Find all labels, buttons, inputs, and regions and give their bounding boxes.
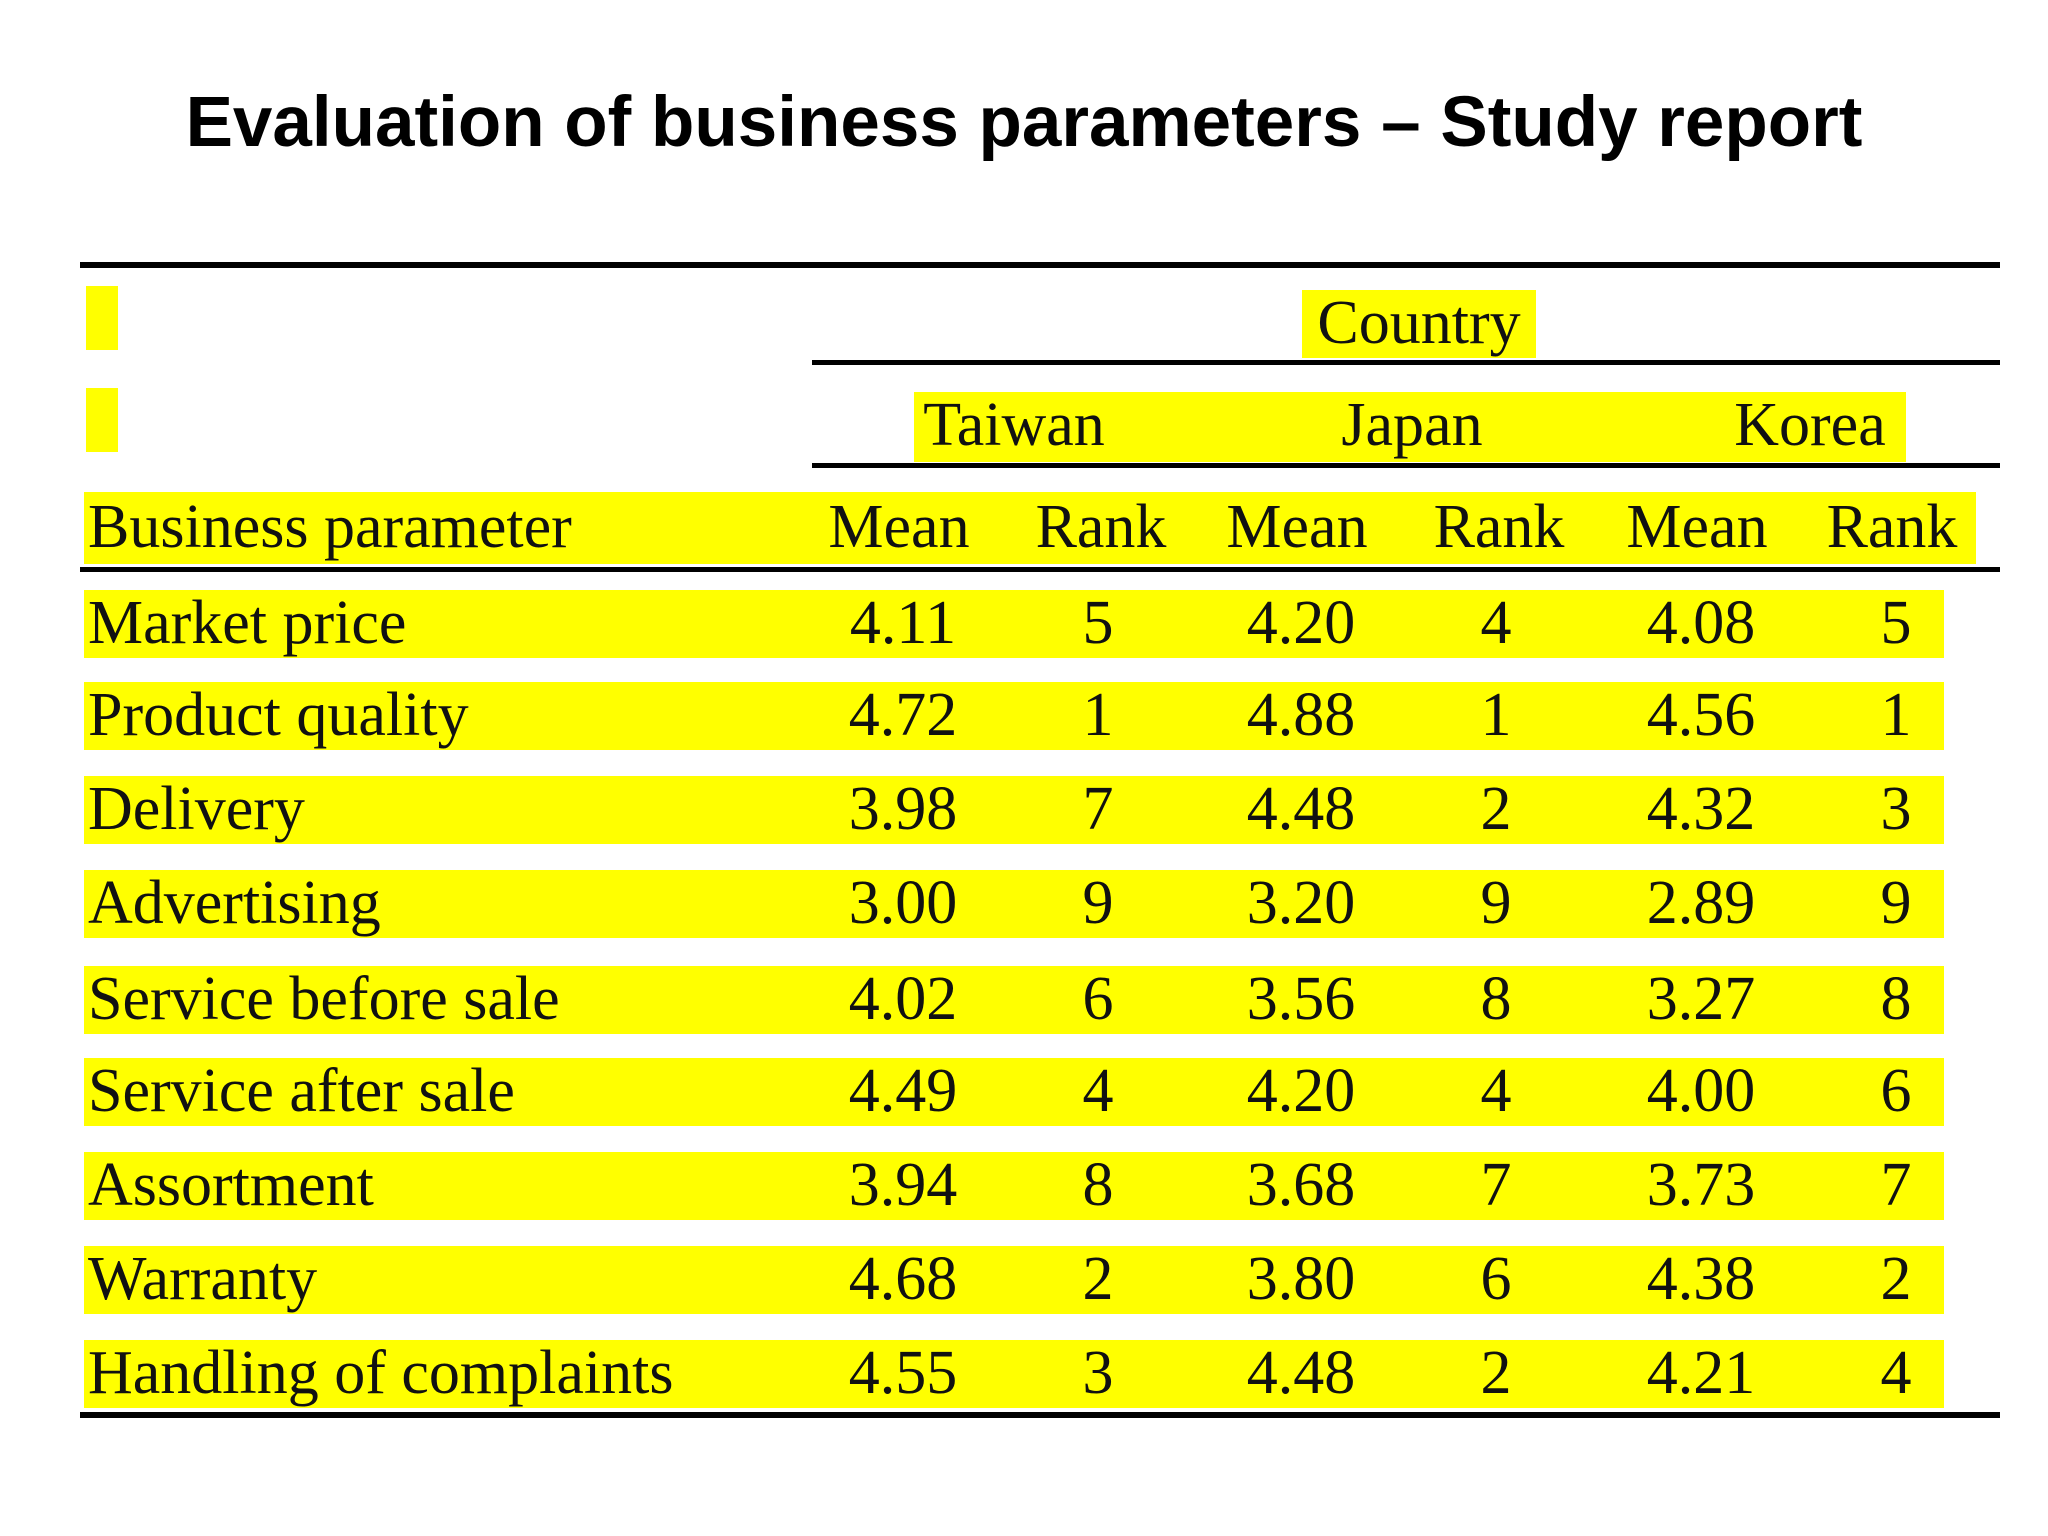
table-row-label: Warranty bbox=[88, 1245, 318, 1313]
header-bottom-rule bbox=[80, 567, 2000, 572]
table-cell-mean-korea: 4.21 bbox=[1646, 1339, 1756, 1407]
subheader-mean-korea: Mean bbox=[1626, 493, 1768, 561]
table-cell-mean-japan: 4.20 bbox=[1246, 1057, 1356, 1125]
table-cell-mean-japan: 3.56 bbox=[1246, 965, 1356, 1033]
table-cell-mean-korea: 4.32 bbox=[1646, 775, 1756, 843]
table-cell-mean-korea: 4.00 bbox=[1646, 1057, 1756, 1125]
table-cell-rank-japan: 2 bbox=[1480, 775, 1512, 843]
table-cell-rank-taiwan: 5 bbox=[1082, 589, 1114, 657]
table-cell-rank-japan: 2 bbox=[1480, 1339, 1512, 1407]
table-cell-mean-japan: 3.20 bbox=[1246, 869, 1356, 937]
table-cell-mean-japan: 3.80 bbox=[1246, 1245, 1356, 1313]
subheader-rank-korea: Rank bbox=[1826, 493, 1958, 561]
table-row-label: Service after sale bbox=[88, 1057, 515, 1125]
table-row-label: Delivery bbox=[88, 775, 305, 843]
page-title: Evaluation of business parameters – Study report bbox=[185, 83, 1863, 162]
table-cell-rank-taiwan: 4 bbox=[1082, 1057, 1114, 1125]
highlight-marker bbox=[86, 388, 118, 452]
table-cell-rank-japan: 8 bbox=[1480, 965, 1512, 1033]
table-cell-mean-taiwan: 3.00 bbox=[848, 869, 958, 937]
table-cell-rank-japan: 4 bbox=[1480, 1057, 1512, 1125]
table-cell-mean-taiwan: 3.94 bbox=[848, 1151, 958, 1219]
table-cell-rank-japan: 1 bbox=[1480, 681, 1512, 749]
country-japan: Japan bbox=[1341, 391, 1483, 459]
table-cell-mean-korea: 4.56 bbox=[1646, 681, 1756, 749]
table-cell-rank-korea: 2 bbox=[1880, 1245, 1912, 1313]
table-cell-rank-taiwan: 8 bbox=[1082, 1151, 1114, 1219]
subheader-mean-taiwan: Mean bbox=[828, 493, 970, 561]
table-cell-rank-taiwan: 3 bbox=[1082, 1339, 1114, 1407]
table-cell-mean-taiwan: 4.11 bbox=[849, 589, 957, 657]
table-cell-rank-korea: 1 bbox=[1880, 681, 1912, 749]
country-header: Country bbox=[1317, 289, 1521, 357]
table-row-label: Advertising bbox=[88, 869, 381, 937]
table-cell-rank-korea: 7 bbox=[1880, 1151, 1912, 1219]
table-cell-mean-japan: 4.48 bbox=[1246, 775, 1356, 843]
table-bottom-rule bbox=[80, 1412, 2000, 1418]
row-header: Business parameter bbox=[88, 493, 572, 561]
table-cell-rank-japan: 7 bbox=[1480, 1151, 1512, 1219]
table-cell-mean-taiwan: 4.68 bbox=[848, 1245, 958, 1313]
table-cell-mean-taiwan: 4.55 bbox=[848, 1339, 958, 1407]
table-cell-mean-taiwan: 3.98 bbox=[848, 775, 958, 843]
table-row-label: Assortment bbox=[88, 1151, 374, 1219]
table-row-label: Market price bbox=[88, 589, 407, 657]
country-sub-rule bbox=[812, 463, 2000, 468]
table-cell-rank-taiwan: 1 bbox=[1082, 681, 1114, 749]
table-row-label: Handling of complaints bbox=[88, 1339, 674, 1407]
table-cell-mean-korea: 3.73 bbox=[1646, 1151, 1756, 1219]
country-taiwan: Taiwan bbox=[923, 391, 1105, 459]
table-cell-mean-japan: 4.48 bbox=[1246, 1339, 1356, 1407]
table-row-label: Product quality bbox=[88, 681, 469, 749]
table-cell-mean-japan: 4.20 bbox=[1246, 589, 1356, 657]
table-cell-rank-japan: 6 bbox=[1480, 1245, 1512, 1313]
subheader-mean-japan: Mean bbox=[1226, 493, 1368, 561]
table-cell-rank-taiwan: 9 bbox=[1082, 869, 1114, 937]
table-cell-mean-korea: 2.89 bbox=[1646, 869, 1756, 937]
table-cell-mean-taiwan: 4.02 bbox=[848, 965, 958, 1033]
table-cell-rank-korea: 4 bbox=[1880, 1339, 1912, 1407]
subheader-rank-taiwan: Rank bbox=[1035, 493, 1167, 561]
subheader-rank-japan: Rank bbox=[1433, 493, 1565, 561]
table-cell-rank-taiwan: 2 bbox=[1082, 1245, 1114, 1313]
table-cell-rank-japan: 9 bbox=[1480, 869, 1512, 937]
table-cell-mean-japan: 3.68 bbox=[1246, 1151, 1356, 1219]
country-korea: Korea bbox=[1734, 391, 1886, 459]
table-cell-mean-taiwan: 4.72 bbox=[848, 681, 958, 749]
highlight-marker bbox=[86, 286, 118, 350]
table-cell-mean-japan: 4.88 bbox=[1246, 681, 1356, 749]
table-cell-rank-korea: 8 bbox=[1880, 965, 1912, 1033]
table-cell-rank-korea: 6 bbox=[1880, 1057, 1912, 1125]
country-rule bbox=[812, 360, 2000, 365]
table-cell-rank-japan: 4 bbox=[1480, 589, 1512, 657]
table-cell-rank-korea: 3 bbox=[1880, 775, 1912, 843]
table-row-label: Service before sale bbox=[88, 965, 560, 1033]
table-cell-mean-korea: 4.08 bbox=[1646, 589, 1756, 657]
table-cell-rank-korea: 5 bbox=[1880, 589, 1912, 657]
table-cell-rank-taiwan: 6 bbox=[1082, 965, 1114, 1033]
table-top-rule bbox=[80, 262, 2000, 268]
table-cell-mean-korea: 4.38 bbox=[1646, 1245, 1756, 1313]
table-cell-rank-taiwan: 7 bbox=[1082, 775, 1114, 843]
table-cell-mean-taiwan: 4.49 bbox=[848, 1057, 958, 1125]
table-cell-mean-korea: 3.27 bbox=[1646, 965, 1756, 1033]
table-cell-rank-korea: 9 bbox=[1880, 869, 1912, 937]
